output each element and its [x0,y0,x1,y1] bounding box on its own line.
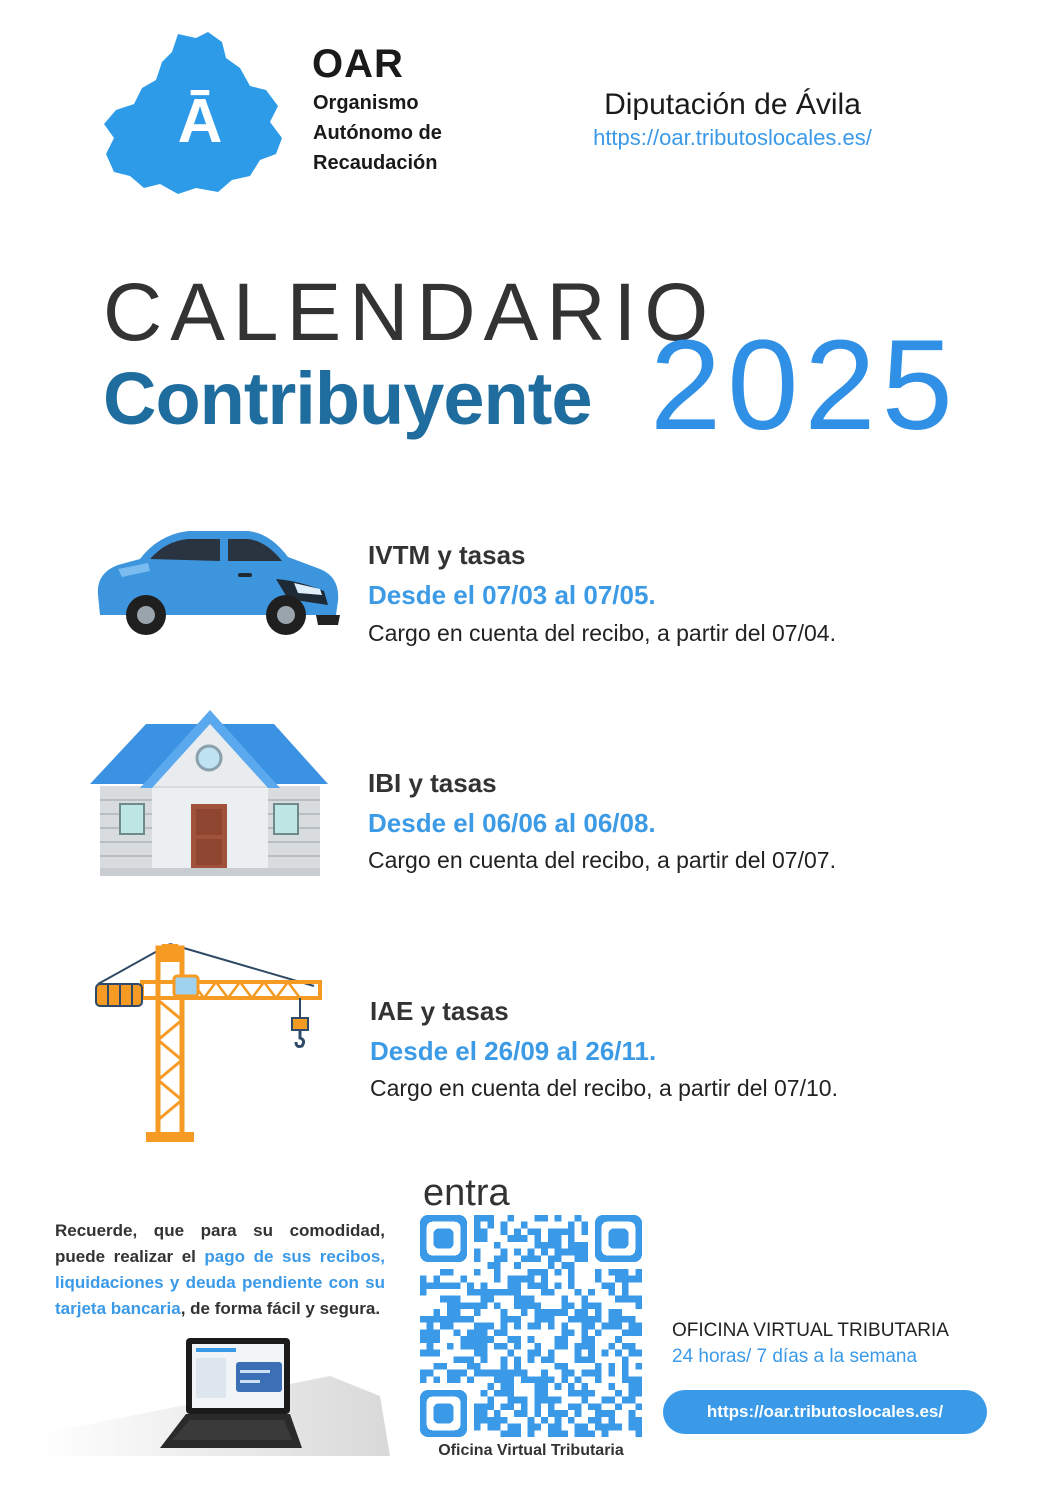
reminder-highlight: pago de sus recibos, liquidaciones y deuda pendiente con su tarjeta bancaria [55,1247,385,1318]
qr-lead-text: entra [423,1172,510,1214]
item-ivtm-title: IVTM y tasas [368,540,526,570]
oar-logo [100,30,290,195]
house-icon [90,708,330,880]
title-contribuyente: Contribuyente [103,357,592,440]
office-hours: 24 horas/ 7 días a la semana [672,1346,918,1367]
qr-caption: Oficina Virtual Tributaria [438,1442,624,1459]
laptop-icon [40,1336,390,1456]
office-title: OFICINA VIRTUAL TRIBUTARIA [672,1320,949,1341]
header-url-link[interactable]: https://oar.tributoslocales.es/ [593,125,872,150]
payment-reminder [55,1218,385,1322]
item-iae-title: IAE y tasas [370,996,509,1026]
item-iae-range: Desde el 26/09 al 26/11. [370,1036,657,1066]
office-url-button[interactable]: https://oar.tributoslocales.es/ [663,1390,987,1434]
diputacion-name: Diputación de Ávila [604,88,861,121]
item-ivtm-range: Desde el 07/03 al 07/05. [368,580,656,610]
org-name-line-1: Organismo [313,92,419,114]
reminder-text-1: Recuerde, que para su comodidad, puede realizar el [55,1221,385,1266]
item-ivtm-desc: Cargo en cuenta del recibo, a partir del 07/04. [368,620,836,646]
item-ibi-desc: Cargo en cuenta del recibo, a partir del 07/07. [368,847,836,873]
car-icon [88,525,343,637]
logo-letter: Ā [177,87,223,156]
reminder-text-2: , de forma fácil y segura. [180,1299,381,1318]
org-acronym: OAR [312,42,404,86]
title-year: 2025 [650,314,959,457]
qr-code[interactable] [420,1215,642,1437]
item-ibi-title: IBI y tasas [368,768,497,798]
item-iae-desc: Cargo en cuenta del recibo, a partir del 07/10. [370,1075,838,1101]
title-calendario: CALENDARIO [103,267,717,358]
item-ibi-range: Desde el 06/06 al 06/08. [368,808,656,838]
org-name-line-3: Recaudación [313,152,438,174]
crane-icon [92,940,328,1148]
org-name-line-2: Autónomo de [313,122,442,144]
